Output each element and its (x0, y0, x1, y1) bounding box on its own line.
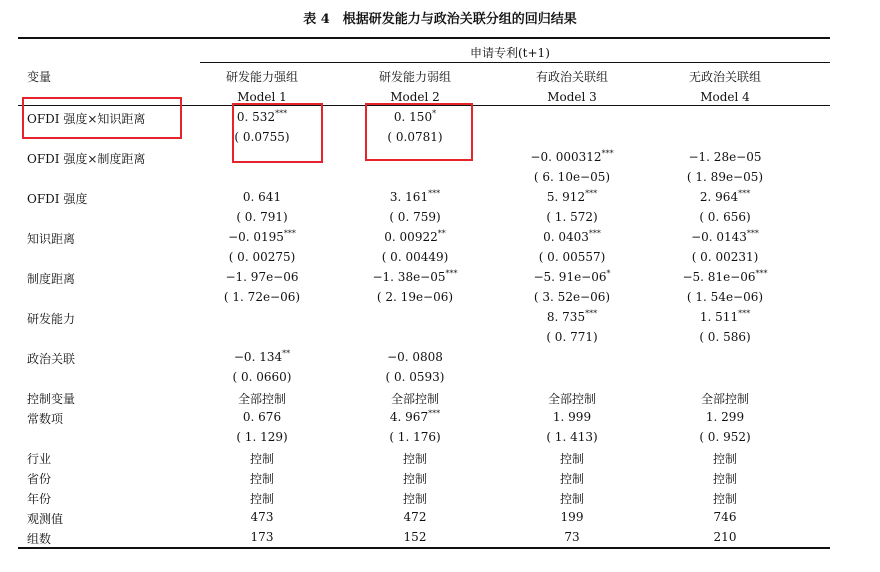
table-cell (650, 450, 800, 467)
significance-stars: *** (428, 409, 441, 418)
table-cell (187, 410, 337, 424)
table-cell (187, 230, 337, 244)
cell-value: 控制 (712, 452, 737, 466)
cell-value: 控制 (249, 472, 274, 486)
cell-value: 1. 511 (699, 310, 739, 324)
cell-value: −5. 81e−06 (682, 270, 756, 284)
header-group-1: 研发能力强组 (225, 70, 298, 84)
row-label: 政治关联 (27, 352, 76, 366)
significance-stars: ** (437, 229, 446, 238)
cell-value: 0. 150 (393, 110, 433, 124)
row-label: OFDI 强度×知识距离 (27, 112, 146, 126)
table-cell (497, 490, 647, 507)
table-cell (340, 290, 490, 304)
table-cell (340, 250, 490, 264)
row-label: 观测值 (27, 512, 64, 526)
table-cell (650, 150, 800, 164)
significance-stars: *** (588, 229, 601, 238)
significance-stars: * (606, 269, 611, 278)
header-model-3: Model 3 (547, 90, 597, 104)
table-cell (187, 270, 337, 284)
cell-value: ( 0. 00275) (228, 250, 296, 264)
highlight-box-model-2 (365, 103, 473, 161)
cell-value: ( 0. 791) (236, 210, 288, 224)
table-cell (497, 230, 647, 244)
significance-stars: *** (585, 309, 598, 318)
row-label: 知识距离 (27, 232, 76, 246)
cell-value: ( 2. 19e−06) (376, 290, 454, 304)
cell-value: 控制 (712, 492, 737, 506)
table-cell (340, 390, 490, 407)
cell-value: 控制 (559, 472, 584, 486)
table-cell (340, 270, 490, 284)
table-cell (497, 530, 647, 544)
table-cell (187, 490, 337, 507)
table-cell (340, 430, 490, 444)
table-cell (650, 270, 800, 284)
table-cell (187, 250, 337, 264)
cell-value: 0. 00922 (384, 230, 438, 244)
cell-value: 控制 (402, 492, 427, 506)
significance-stars: *** (755, 269, 768, 278)
cell-value: ( 0. 00449) (381, 250, 449, 264)
cell-value: −1. 97e−06 (225, 270, 299, 284)
row-label: OFDI 强度×制度距离 (27, 152, 146, 166)
cell-value: ( 6. 10e−05) (533, 170, 611, 184)
cell-value: ( 0.0781) (387, 130, 443, 144)
cell-value: ( 0.0755) (234, 130, 290, 144)
cell-value: 0. 641 (242, 190, 282, 204)
table-cell (497, 190, 647, 204)
cell-value: 199 (560, 510, 584, 524)
cell-value: ( 1. 72e−06) (223, 290, 301, 304)
cell-value: ( 0. 771) (546, 330, 598, 344)
row-label: OFDI 强度 (27, 192, 88, 206)
cell-value: ( 1. 129) (236, 430, 288, 444)
table-cell (340, 370, 490, 384)
row-label: 组数 (27, 532, 52, 546)
top-rule (18, 37, 830, 39)
table-cell (497, 390, 647, 407)
table-cell (650, 510, 800, 524)
cell-value: ( 0. 656) (699, 210, 751, 224)
table-cell (497, 170, 647, 184)
cell-value: 控制 (249, 492, 274, 506)
cell-value: ( 0. 0593) (385, 370, 445, 384)
row-label: 行业 (27, 452, 52, 466)
cell-value: 3. 161 (389, 190, 429, 204)
row-label: 省份 (27, 472, 52, 486)
table-cell (650, 190, 800, 204)
cell-value: 控制 (559, 452, 584, 466)
cell-value: ( 0. 0660) (232, 370, 292, 384)
cell-value: 全部控制 (700, 392, 749, 406)
cell-value: ( 1. 54e−06) (686, 290, 764, 304)
table-cell (497, 410, 647, 424)
header-group-3: 有政治关联组 (535, 70, 608, 84)
significance-stars: *** (283, 229, 296, 238)
cell-value: 73 (564, 530, 580, 544)
cell-value: 全部控制 (547, 392, 596, 406)
cell-value: 746 (713, 510, 737, 524)
table-cell (340, 350, 490, 364)
table-cell (187, 470, 337, 487)
cell-value: 5. 912 (546, 190, 586, 204)
table-cell (650, 250, 800, 264)
significance-stars: *** (445, 269, 458, 278)
table-cell (497, 150, 647, 164)
table-cell (650, 290, 800, 304)
table-cell (340, 410, 490, 424)
cell-value: −1. 38e−05 (372, 270, 446, 284)
cell-value: 控制 (402, 472, 427, 486)
cell-value: −0. 0195 (228, 230, 284, 244)
table-cell (340, 530, 490, 544)
cell-value: ( 0. 759) (389, 210, 441, 224)
table-cell (187, 190, 337, 204)
table-cell (340, 490, 490, 507)
cell-value: 控制 (402, 452, 427, 466)
table-cell (187, 450, 337, 467)
significance-stars: *** (746, 229, 759, 238)
cell-value: 1. 999 (552, 410, 592, 424)
table-cell (497, 430, 647, 444)
significance-stars: *** (585, 189, 598, 198)
table-cell (650, 490, 800, 507)
row-label: 制度距离 (27, 272, 76, 286)
significance-stars: *** (428, 189, 441, 198)
cell-value: ( 0. 952) (699, 430, 751, 444)
cell-value: 全部控制 (237, 392, 286, 406)
cell-value: 472 (403, 510, 427, 524)
cell-value: 152 (403, 530, 427, 544)
significance-stars: *** (738, 189, 751, 198)
header-group-4: 无政治关联组 (688, 70, 761, 84)
table-cell (187, 210, 337, 224)
table-cell (187, 350, 337, 364)
cell-value: 0. 532 (236, 110, 276, 124)
row-label: 控制变量 (27, 392, 76, 406)
significance-stars: * (432, 109, 437, 118)
table-cell (497, 310, 647, 324)
cell-value: 控制 (559, 492, 584, 506)
bottom-rule (18, 547, 830, 549)
table-cell (340, 190, 490, 204)
cell-value: 0. 676 (242, 410, 282, 424)
significance-stars: *** (738, 309, 751, 318)
table-cell (497, 270, 647, 284)
header-model-1: Model 1 (237, 90, 287, 104)
cell-value: 0. 0403 (543, 230, 589, 244)
table-cell (340, 510, 490, 524)
significance-stars: *** (275, 109, 288, 118)
table-cell (187, 290, 337, 304)
significance-stars: ** (282, 349, 291, 358)
cell-value: 2. 964 (699, 190, 739, 204)
table-cell (497, 290, 647, 304)
cell-value: −1. 28e−05 (688, 150, 762, 164)
cell-value: ( 0. 00231) (691, 250, 759, 264)
table-cell (650, 430, 800, 444)
cell-value: 1. 299 (705, 410, 745, 424)
table-cell (187, 530, 337, 544)
table-cell (187, 510, 337, 524)
table-cell (340, 450, 490, 467)
table-cell (650, 310, 800, 324)
cell-value: −0. 0808 (387, 350, 443, 364)
table-cell (650, 530, 800, 544)
table-cell (497, 210, 647, 224)
cell-value: 473 (250, 510, 274, 524)
table-cell (340, 470, 490, 487)
table-cell (650, 410, 800, 424)
table-cell (497, 470, 647, 487)
cell-value: ( 1. 572) (546, 210, 598, 224)
table-cell (497, 450, 647, 467)
cell-value: −0. 0143 (691, 230, 747, 244)
cell-value: ( 0. 586) (699, 330, 751, 344)
header-group-2: 研发能力弱组 (378, 70, 451, 84)
header-model-4: Model 4 (700, 90, 750, 104)
cell-value: 8. 735 (546, 310, 586, 324)
table-cell (650, 230, 800, 244)
cell-value: 4. 967 (389, 410, 429, 424)
header-subrule (200, 62, 830, 63)
cell-value: ( 1. 89e−05) (686, 170, 764, 184)
cell-value: −0. 000312 (530, 150, 602, 164)
cell-value: 全部控制 (390, 392, 439, 406)
row-label: 研发能力 (27, 312, 76, 326)
table-cell (497, 330, 647, 344)
table-cell (650, 330, 800, 344)
cell-value: 173 (250, 530, 274, 544)
table-cell (187, 390, 337, 407)
cell-value: ( 3. 52e−06) (533, 290, 611, 304)
row-label: 年份 (27, 492, 52, 506)
cell-value: ( 1. 176) (389, 430, 441, 444)
table-title: 表 4 根据研发能力与政治关联分组的回归结果 (303, 12, 577, 27)
table-cell (650, 210, 800, 224)
table-cell (650, 470, 800, 487)
table-cell (187, 370, 337, 384)
table-cell (497, 510, 647, 524)
table-cell (497, 250, 647, 264)
highlight-box-model-1 (232, 103, 323, 163)
cell-value: ( 0. 00557) (538, 250, 606, 264)
header-variable: 变量 (27, 70, 52, 84)
table-cell (340, 210, 490, 224)
header-dependent-variable: 申请专利(t+1) (470, 46, 550, 60)
table-cell (340, 230, 490, 244)
table-cell (650, 170, 800, 184)
significance-stars: *** (601, 149, 614, 158)
table-cell (187, 430, 337, 444)
table-cell (650, 390, 800, 407)
cell-value: 控制 (249, 452, 274, 466)
cell-value: −5. 91e−06 (533, 270, 607, 284)
header-model-2: Model 2 (390, 90, 440, 104)
cell-value: −0. 134 (233, 350, 283, 364)
highlight-box-variable (22, 97, 182, 139)
cell-value: ( 1. 413) (546, 430, 598, 444)
cell-value: 210 (713, 530, 737, 544)
row-label: 常数项 (27, 412, 64, 426)
cell-value: 控制 (712, 472, 737, 486)
